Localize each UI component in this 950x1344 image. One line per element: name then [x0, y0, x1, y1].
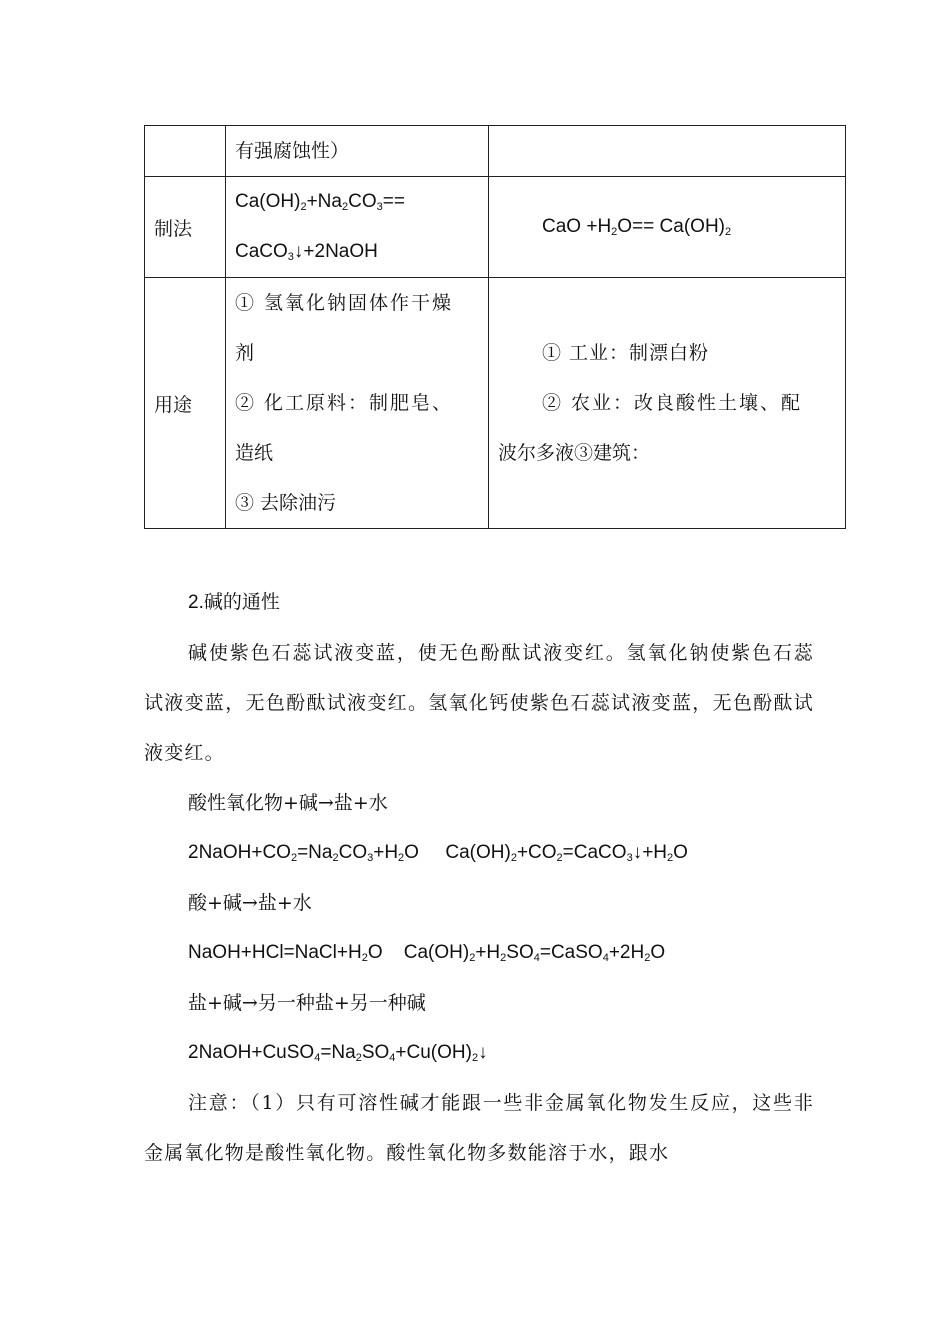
use-line: 造纸 [235, 442, 274, 464]
rule-line: 酸+碱→盐+水 [188, 892, 312, 914]
use-line: ① 工业：制漂白粉 [542, 342, 710, 364]
table-cell [226, 126, 489, 177]
table-row [145, 278, 846, 529]
body-text [144, 578, 814, 1178]
equation-line: $Ca(OH)_2+Na_2CO_3==$ [235, 191, 405, 213]
equation-line: $2NaOH+CuSO_4=Na_2SO_4+Cu(OH)_2↓$ [188, 1042, 488, 1064]
table-cell [145, 126, 226, 177]
cell-text: 有强腐蚀性） [235, 140, 350, 162]
equation-line: $2NaOH+CO_2=Na_2CO_3+H_2O$ $Ca(OH)_2+CO_2=CaCO_3↓+H_2O$ [188, 842, 688, 864]
use-line: ① 氢氧化钠固体作干燥 [235, 292, 454, 314]
table-cell [489, 126, 846, 177]
row-label-use: 用途 [145, 278, 226, 529]
caoh-preparation-cell: CaO $+H_2O== Ca(OH)_2$ [489, 177, 846, 278]
note-paragraph: 注意：（1）只有可溶性碱才能跟一些非金属氧化物发生反应，这些非金属氧化物是酸性氧化物。酸性氧化物多数能溶于水，跟水 [144, 1092, 814, 1164]
table-row [145, 126, 846, 177]
rule-line: 盐+碱→另一种盐+另一种碱 [188, 992, 426, 1014]
use-line: ③ 去除油污 [235, 492, 337, 514]
equation-line: CaCO$_3$↓+2NaOH [235, 241, 378, 263]
section-heading: 2.碱的通性 [188, 592, 280, 613]
row-label-method: 制法 [145, 177, 226, 278]
rule-line: 酸性氧化物+碱→盐+水 [188, 792, 388, 814]
use-line: 波尔多液③建筑： [498, 442, 651, 464]
naoh-preparation-cell [226, 177, 489, 278]
use-line: 剂 [235, 342, 255, 364]
use-line: ② 化工原料：制肥皂、 [235, 392, 454, 414]
naoh-uses-cell [226, 278, 489, 529]
equation-line: $NaOH+HCl=NaCl+H_2O$ $Ca(OH)_2+H_2SO_4=CaSO_4+2H_2O$ [188, 942, 666, 964]
table-row [145, 177, 846, 278]
caoh-uses-cell [489, 278, 846, 529]
paragraph: 碱使紫色石蕊试液变蓝，使无色酚酞试液变红。氢氧化钠使紫色石蕊试液变蓝，无色酚酞试液变红。氢氧化钙使紫色石蕊试液变蓝，无色酚酞试液变红。 [144, 642, 814, 764]
properties-table [144, 125, 846, 529]
use-line: ② 农业：改良酸性土壤、配 [542, 392, 803, 414]
